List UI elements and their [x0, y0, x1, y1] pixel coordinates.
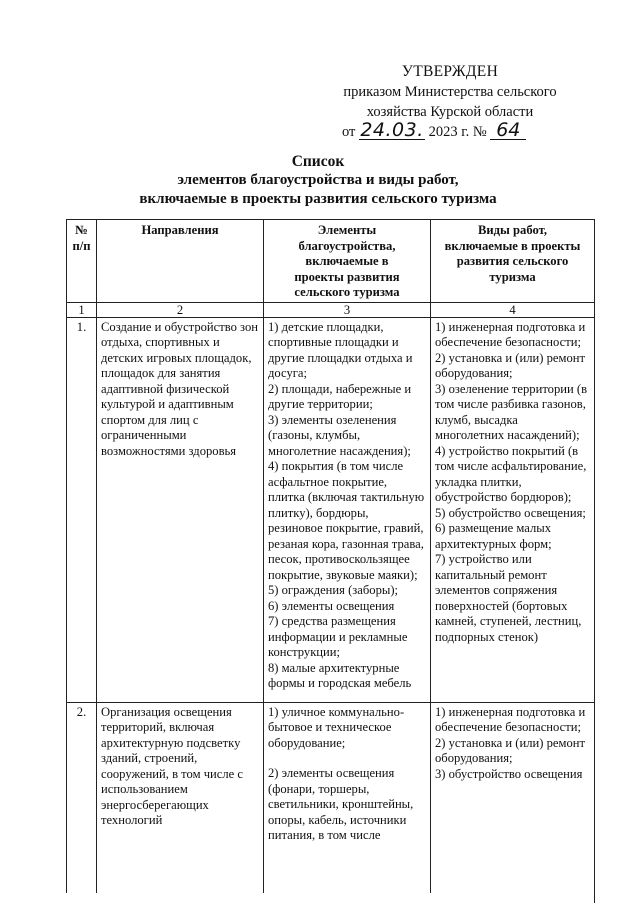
list-item: 1) детские площадки, спортивные площадки и другие площадки отдыха и досуга; — [268, 319, 413, 380]
list-item: 1) уличное коммунально-бытовое и техническое оборудование; — [268, 704, 405, 750]
list-item: 7) устройство или капитальный ремонт элементов сопряжения поверхностей (бортовых камней, ступеней, лестниц, подпорных стенок) — [435, 552, 582, 644]
improvement-elements-table — [66, 219, 595, 903]
row-number: 1. — [67, 317, 97, 702]
header-elements: Элементы благоустройства, включаемые в проекты развития сельского туризма — [264, 220, 431, 303]
approval-line-1: приказом Министерства сельского — [343, 84, 557, 100]
header-works: Виды работ, включаемые в проекты развития сельского туризма — [431, 220, 595, 303]
page-bottom-margin — [66, 893, 594, 905]
row-works — [431, 702, 595, 902]
list-item: 3) обустройство освещения — [435, 766, 583, 781]
heading-title: Список — [291, 153, 345, 170]
list-item: 5) ограждения (заборы); — [268, 583, 399, 597]
row-works — [431, 317, 595, 702]
approval-date-line — [330, 119, 570, 142]
column-number: 3 — [264, 302, 431, 317]
approval-line-2: хозяйства Курской области — [366, 104, 534, 120]
row-direction: Создание и обустройство зон отдыха, спортивных и детских игровых площадок, площадок для занятия адаптивной физической культурой и адаптивным спортом для лиц с ограниченными возможностями здоровья — [97, 317, 264, 702]
list-item: 8) малые архитектурные формы и городская мебель — [268, 660, 412, 690]
header-number: № п/п — [67, 220, 97, 303]
list-item: 6) размещение малых архитектурных форм; — [435, 521, 552, 551]
column-number: 2 — [97, 302, 264, 317]
column-number-row — [67, 302, 595, 317]
list-item: 2) установка и (или) ремонт оборудования; — [435, 735, 586, 765]
approval-stamp — [330, 62, 570, 142]
heading-line-3: включаемые в проекты развития сельского туризма — [139, 191, 497, 207]
list-item: 5) обустройство освещения; — [435, 505, 586, 520]
row-elements — [264, 702, 431, 902]
list-item: 6) элементы освещения — [268, 598, 395, 613]
list-item: 3) озеленение территории (в том числе разбивка газонов, клумб, высадка многолетних насаждений); — [435, 381, 588, 442]
year-text: 2023 г. № — [428, 124, 487, 140]
row-direction: Организация освещения территорий, включая архитектурную подсветку зданий, строений, сооружений, в том числе с использованием энергосберегающих технологий — [97, 702, 264, 902]
column-number: 1 — [67, 302, 97, 317]
list-item: 2) установка и (или) ремонт оборудования; — [435, 350, 586, 380]
date-prefix: от — [342, 124, 356, 140]
handwritten-number: 64 — [490, 122, 526, 140]
list-item: 4) покрытия (в том числе асфальтное покрытие, плитка (включая тактильную плитку), бордюры, резиновое покрытие, гравий, резаная кора, газонная трава, песок, противоскользящее покрытие, звуковые маяки); — [268, 459, 425, 582]
list-item: 2) площади, набережные и другие территории; — [268, 381, 412, 411]
list-item: 1) инженерная подготовка и обеспечение безопасности; — [435, 704, 586, 734]
column-number: 4 — [431, 302, 595, 317]
approval-title: УТВЕРЖДЕН — [401, 63, 499, 80]
table-row — [67, 317, 595, 702]
list-item: 3) элементы озеленения (газоны, клумбы, многолетние насаждения); — [268, 412, 411, 458]
list-item: 7) средства размещения информации и рекламные конструкции; — [268, 614, 408, 659]
row-number: 2. — [67, 702, 97, 902]
header-direction: Направления — [97, 220, 264, 303]
list-item: 2) элементы освещения (фонари, торшеры, светильники, кронштейны, опоры, кабель, источники питания, в том числе — [268, 766, 414, 842]
handwritten-date: 24.03. — [360, 119, 424, 141]
table-header-row — [67, 220, 595, 303]
row-elements — [264, 317, 431, 702]
heading-line-2: элементов благоустройства и виды работ, — [177, 172, 459, 188]
list-item: 4) устройство покрытий (в том числе асфальтирование, укладка плитки, обустройство бордюров); — [435, 443, 587, 504]
list-item: 1) инженерная подготовка и обеспечение безопасности; — [435, 319, 586, 349]
document-heading — [0, 152, 636, 209]
table-row — [67, 702, 595, 902]
